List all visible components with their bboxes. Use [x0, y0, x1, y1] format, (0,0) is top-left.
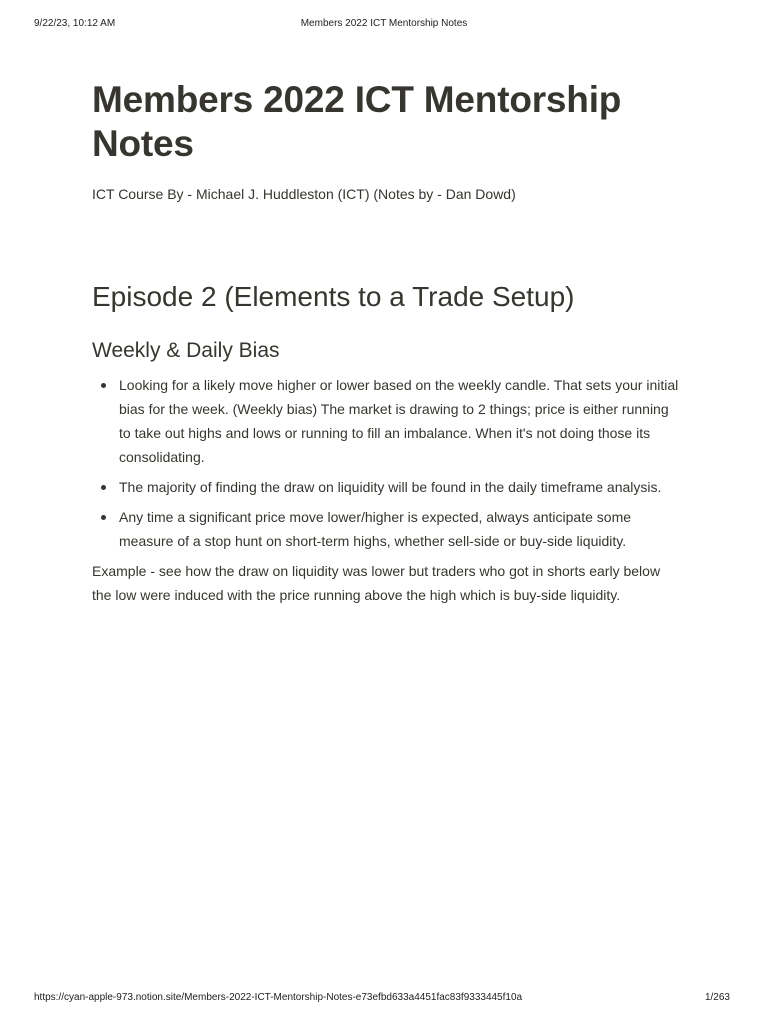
bullet-dot-icon — [101, 383, 106, 388]
bullet-dot-icon — [101, 485, 106, 490]
page-title: Members 2022 ICT Mentorship Notes — [92, 79, 622, 164]
list-item-text: Looking for a likely move higher or lower based on the weekly candle. That sets your initial bias for the week. (Weekly bias) The market is drawing to 2 things; price is either running to take out highs and lows or running to fill an imbalance. When it's not doing those its consolidating. — [119, 377, 679, 465]
page-subtitle: ICT Course By - Michael J. Huddleston (ICT) (Notes by - Dan Dowd) — [92, 186, 516, 202]
print-footer — [34, 992, 734, 1006]
document-body — [92, 78, 682, 607]
bullet-dot-icon — [101, 515, 106, 520]
list-item — [92, 505, 682, 553]
print-header — [34, 18, 734, 32]
page-indicator: 1/263 — [704, 992, 730, 1003]
section-heading: Weekly & Daily Bias — [92, 339, 280, 362]
print-datetime: 9/22/23, 10:12 AM — [34, 18, 116, 29]
list-item-text: Any time a significant price move lower/higher is expected, always anticipate some measure of a stop hunt on short-term highs, whether sell-side or buy-side liquidity. — [119, 509, 632, 549]
print-footer-url: https://cyan-apple-973.notion.site/Members-2022-ICT-Mentorship-Notes-e73efbd633a4451fac83f9333445f10a — [34, 992, 523, 1003]
list-item-text: The majority of finding the draw on liquidity will be found in the daily timeframe analysis. — [119, 479, 662, 495]
print-header-title: Members 2022 ICT Mentorship Notes — [300, 18, 468, 29]
list-item — [92, 475, 682, 499]
episode-heading: Episode 2 (Elements to a Trade Setup) — [92, 281, 575, 312]
example-paragraph: Example - see how the draw on liquidity was lower but traders who got in shorts early below the low were induced with the price running above the high which is buy-side liquidity. — [92, 563, 661, 603]
bullet-list — [92, 373, 682, 553]
list-item — [92, 373, 682, 469]
